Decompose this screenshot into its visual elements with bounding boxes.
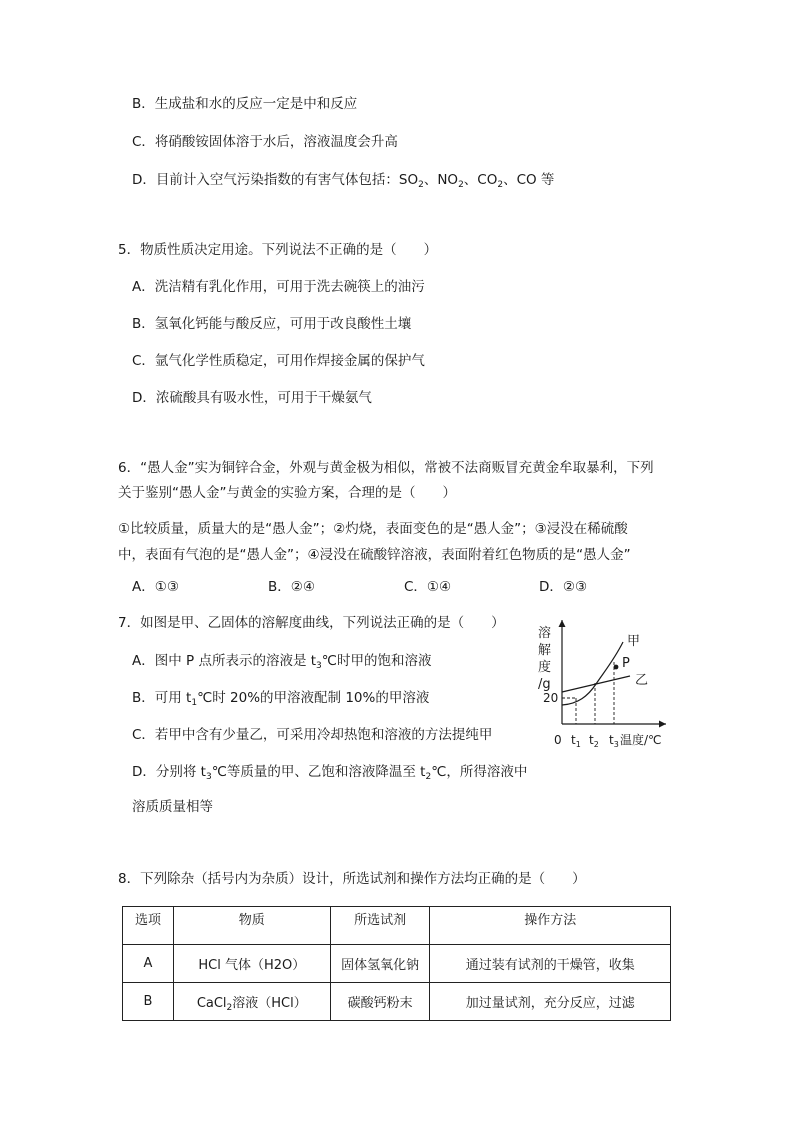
q5-option-c: C．氩气化学性质稳定，可用作焊接金属的保护气 bbox=[132, 353, 425, 369]
q4-option-c: C．将硝酸铵固体溶于水后，溶液温度会升高 bbox=[132, 134, 398, 150]
q8-table bbox=[122, 906, 671, 1021]
point-p bbox=[614, 665, 619, 670]
curve-jia-label: 甲 bbox=[627, 634, 641, 649]
header-method: 操作方法 bbox=[430, 907, 671, 945]
q6-info-line2: 中，表面有气泡的是“愚人金”；④浸没在硫酸锌溶液，表面附着红色物质的是“愚人金” bbox=[118, 547, 631, 563]
q6-stem-line2: 关于鉴别“愚人金”与黄金的实验方案，合理的是（ ） bbox=[118, 485, 456, 501]
q5-option-a: A．洗洁精有乳化作用，可用于洗去碗筷上的油污 bbox=[132, 279, 425, 295]
q7-option-a: A．图中 P 点所表示的溶液是 $t_3℃$时甲的饱和溶液 bbox=[132, 653, 432, 671]
header-substance: 物质 bbox=[173, 907, 330, 945]
curve-yi-label: 乙 bbox=[635, 673, 649, 688]
x-axis-unit: 温度/℃ bbox=[620, 733, 662, 747]
solubility-graph bbox=[530, 612, 676, 750]
q5-stem: 5．物质性质决定用途。下列说法不正确的是（ ） bbox=[118, 242, 438, 258]
q6-stem-line1: 6．“愚人金”实为铜锌合金，外观与黄金极为相似，常被不法商贩冒充黄金牟取暴利，下列 bbox=[118, 460, 654, 476]
q7-option-d-continued: 溶质质量相等 bbox=[132, 799, 213, 815]
q6-info-line1: ①比较质量，质量大的是“愚人金”；②灼烧，表面变色的是“愚人金”；③浸没在稀硫酸 bbox=[118, 521, 628, 537]
q6-option-a: A．①③ bbox=[132, 579, 179, 595]
point-p-label: P bbox=[622, 656, 630, 671]
cell-method: 加过量试剂，充分反应，过滤 bbox=[430, 983, 671, 1021]
y-tick-20: 20 bbox=[543, 691, 559, 705]
curve-yi bbox=[562, 676, 630, 692]
x-tick-t1: $t_1$ bbox=[571, 733, 581, 749]
q7-option-b: B．可用 $t_1℃$时 20%的甲溶液配制 10%的甲溶液 bbox=[132, 690, 430, 708]
q6-option-c: C．①④ bbox=[404, 579, 452, 595]
table-header-row bbox=[123, 907, 671, 945]
q6-option-d: D．②③ bbox=[539, 579, 588, 595]
cell-reagent: 碳酸钙粉末 bbox=[330, 983, 430, 1021]
y-label-char-2: 解 bbox=[538, 643, 552, 658]
q5-option-d: D．浓硫酸具有吸水性，可用于干燥氨气 bbox=[132, 390, 372, 406]
y-label-char-1: 溶 bbox=[538, 626, 552, 641]
cell-substance: CaCl$_2$溶液（HCl） bbox=[173, 983, 330, 1021]
q7-option-d: D．分别将 $t_3℃$等质量的甲、乙饱和溶液降温至 $t_2℃$，所得溶液中 bbox=[132, 764, 528, 782]
x-tick-t2: $t_2$ bbox=[589, 733, 599, 749]
q7-stem: 7．如图是甲、乙固体的溶解度曲线，下列说法正确的是（ ） bbox=[118, 615, 505, 631]
q4-option-b: B．生成盐和水的反应一定是中和反应 bbox=[132, 96, 358, 112]
cell-reagent: 固体氢氧化钠 bbox=[330, 945, 430, 983]
x-origin: 0 bbox=[554, 733, 562, 747]
cell-option: B bbox=[123, 983, 174, 1021]
table-row bbox=[123, 945, 671, 983]
cell-substance: HCl 气体（H2O） bbox=[173, 945, 330, 983]
table-row bbox=[123, 983, 671, 1021]
q5-option-b: B．氢氧化钙能与酸反应，可用于改良酸性土壤 bbox=[132, 316, 412, 332]
cell-option: A bbox=[123, 945, 174, 983]
q6-option-b: B．②④ bbox=[268, 579, 315, 595]
y-label-char-4: /g bbox=[538, 677, 551, 692]
y-label-char-3: 度 bbox=[538, 660, 552, 675]
header-option: 选项 bbox=[123, 907, 174, 945]
q7-option-c: C．若甲中含有少量乙，可采用冷却热饱和溶液的方法提纯甲 bbox=[132, 727, 493, 743]
cell-method: 通过装有试剂的干燥管，收集 bbox=[430, 945, 671, 983]
x-tick-t3: $t_3$ bbox=[609, 733, 619, 749]
q8-stem: 8．下列除杂（括号内为杂质）设计，所选试剂和操作方法均正确的是（ ） bbox=[118, 871, 586, 887]
header-reagent: 所选试剂 bbox=[330, 907, 430, 945]
q4-option-d: D．目前计入空气污染指数的有害气体包括：$SO_2$、$NO_2$、$CO_2$、CO 等 bbox=[132, 172, 555, 190]
